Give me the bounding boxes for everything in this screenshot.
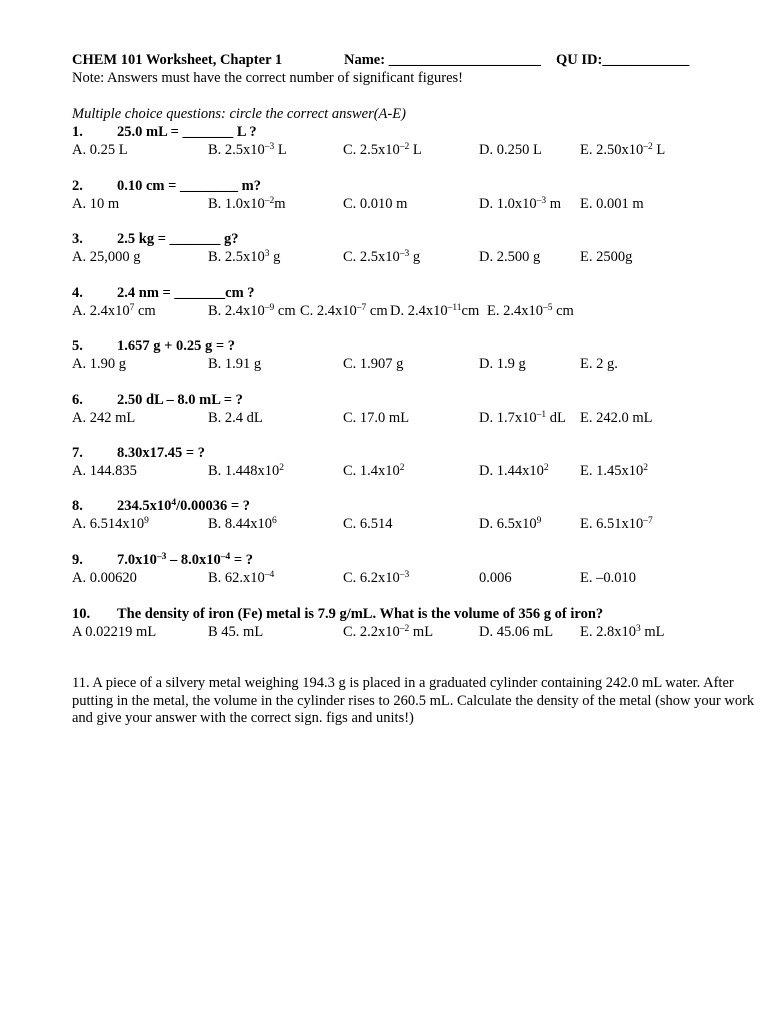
answer-option[interactable]: C. 0.010 m (343, 196, 408, 212)
question-prompt (72, 445, 205, 463)
answer-option[interactable]: C. $2.5x10^{-2}$ L (343, 142, 422, 158)
question-number: 3. (72, 231, 83, 247)
answer-option[interactable]: E. –0.010 (580, 570, 636, 586)
id-label: QU ID:____________ (556, 52, 690, 68)
answer-option[interactable]: C. $6.2x10^{-3}$ (343, 570, 410, 586)
question-prompt (72, 178, 261, 196)
answer-option[interactable]: C. $2.5x10^{-3}$ g (343, 249, 421, 265)
answer-option[interactable]: 0.006 (479, 570, 512, 586)
question-text: 25.0 mL = _______ L ? (117, 124, 257, 140)
answer-option[interactable]: B. $1.448x10^2$ (208, 463, 285, 479)
answer-option[interactable]: A. 0.00620 (72, 570, 137, 586)
answer-option[interactable]: A. 242 mL (72, 410, 136, 426)
question-prompt (72, 338, 235, 356)
answer-option[interactable]: C. 6.514 (343, 516, 393, 532)
question-prompt (72, 285, 255, 303)
question-number: 5. (72, 338, 83, 354)
answer-option[interactable]: D. $2.4x10^{-11}cm$ (390, 303, 480, 319)
question-text: 8.30x17.45 = ? (117, 445, 206, 461)
answer-option[interactable]: D. $1.7x10^{-1}$ dL (479, 410, 566, 426)
answer-option[interactable]: A 0.02219 mL (72, 624, 157, 640)
answer-option[interactable]: D. $1.44x10^2$ (479, 463, 549, 479)
answer-option[interactable]: D. 45.06 mL (479, 624, 554, 640)
answer-option[interactable]: E. $2.4x10^{-5}$ cm (487, 303, 574, 319)
answer-option[interactable]: E. 242.0 mL (580, 410, 653, 426)
question-number: 4. (72, 285, 83, 301)
question-11: 11. A piece of a silvery metal weighing 194.3 g is placed in a graduated cylinder containing 242.0 mL water. After putting in the metal, the volume in the cylinder rises to 260.5 mL. Calculate the density of the metal (show your work and give your answer with the correct sign. figs and units!) (72, 675, 755, 726)
id-field (556, 52, 689, 70)
answer-option[interactable]: A. $2.4x10^7$ cm (72, 303, 156, 319)
answer-option[interactable]: E. $2.8x10^3$ mL (580, 624, 665, 640)
answer-option[interactable]: B. $1.0x10^{-2}m$ (208, 196, 286, 212)
answer-option[interactable]: B. $8.44x10^6$ (208, 516, 277, 532)
note: Note: Answers must have the correct number of significant figures! (72, 70, 463, 86)
question-text: $7.0x10^{-3} - 8.0x10^{-4}$ = ? (117, 552, 254, 568)
answer-option[interactable]: C. 1.907 g (343, 356, 404, 372)
answer-option[interactable]: E. 2500g (580, 249, 633, 265)
answer-option[interactable]: A. 25,000 g (72, 249, 141, 265)
answer-option[interactable]: C. $2.4x10^{-7}$ cm (300, 303, 388, 319)
question-prompt (72, 498, 250, 516)
answer-option[interactable]: B. $2.4x10^{-9}$ cm (208, 303, 296, 319)
answer-option[interactable]: A. 144.835 (72, 463, 137, 479)
question-text: 2.5 kg = _______ g? (117, 231, 239, 247)
question-prompt (72, 231, 238, 249)
answer-option[interactable]: E. 2 g. (580, 356, 618, 372)
question-prompt (72, 552, 253, 570)
answer-option[interactable]: D. 2.500 g (479, 249, 541, 265)
question-text: 2.50 dL – 8.0 mL = ? (117, 392, 243, 408)
answer-option[interactable]: B 45. mL (208, 624, 264, 640)
answer-option[interactable]: E. 0.001 m (580, 196, 644, 212)
question-number: 2. (72, 178, 83, 194)
answer-option[interactable]: A. 1.90 g (72, 356, 126, 372)
course-title: CHEM 101 Worksheet, Chapter 1 (72, 52, 283, 68)
question-prompt (72, 392, 243, 410)
question-number: 6. (72, 392, 83, 408)
header-line (72, 52, 282, 70)
name-field (344, 52, 541, 70)
question-text: 0.10 cm = ________ m? (117, 178, 261, 194)
answer-option[interactable]: A. 0.25 L (72, 142, 128, 158)
answer-option[interactable]: C. $2.2x10^{-2}$ mL (343, 624, 434, 640)
question-text: 1.657 g + 0.25 g = ? (117, 338, 236, 354)
answer-option[interactable]: E. $1.45x10^2$ (580, 463, 648, 479)
instructions: Multiple choice questions: circle the correct answer(A-E) (72, 106, 406, 122)
question-text: The density of iron (Fe) metal is 7.9 g/mL. What is the volume of 356 g of iron? (117, 606, 604, 622)
answer-option[interactable]: A. $6.514x10^9$ (72, 516, 149, 532)
answer-option[interactable]: B. 2.4 dL (208, 410, 263, 426)
answer-option[interactable]: D. $6.5x10^9$ (479, 516, 542, 532)
question-prompt (72, 606, 603, 624)
answer-option[interactable]: B. 1.91 g (208, 356, 262, 372)
question-text: 2.4 nm = _______cm ? (117, 285, 255, 301)
name-label: Name: _____________________ (344, 52, 541, 68)
answer-option[interactable]: B. $62.x10^{-4}$ (208, 570, 275, 586)
answer-option[interactable]: A. 10 m (72, 196, 120, 212)
answer-option[interactable]: D. $1.0x10^{-3}$ m (479, 196, 562, 212)
question-number: 9. (72, 552, 83, 568)
question-prompt (72, 124, 257, 142)
question-number: 8. (72, 498, 83, 514)
question-number: 7. (72, 445, 83, 461)
answer-option[interactable]: D. 1.9 g (479, 356, 526, 372)
answer-option[interactable]: C. 17.0 mL (343, 410, 410, 426)
answer-option[interactable]: E. $6.51x10^{-7}$ (580, 516, 653, 532)
answer-option[interactable]: E. $2.50x10^{-2}$ L (580, 142, 666, 158)
question-number: 1. (72, 124, 83, 140)
answer-option[interactable]: C. $1.4x10^2$ (343, 463, 405, 479)
answer-option[interactable]: D. 0.250 L (479, 142, 542, 158)
answer-option[interactable]: B. $2.5x10^3$ g (208, 249, 281, 265)
answer-option[interactable]: B. $2.5x10^{-3}$ L (208, 142, 287, 158)
question-text: $234.5x10^4/0.00036$ = ? (117, 498, 251, 514)
question-number: 10. (72, 606, 91, 622)
